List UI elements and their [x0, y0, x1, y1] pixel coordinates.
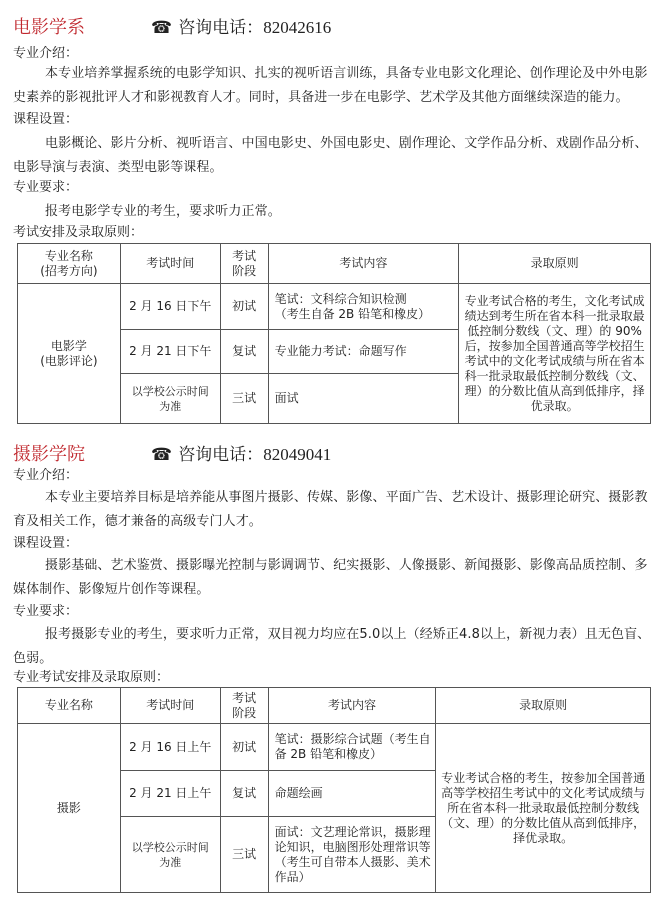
requirements-text: 报考摄影专业的考生，要求听力正常，双目视力均应在5.0以上（经矫正4.8以上，新视力表）且无色盲、色弱。 — [13, 627, 651, 666]
phone-line — [151, 440, 331, 465]
phone-number: 82042616 — [263, 18, 332, 37]
table-row — [18, 724, 651, 771]
exam-table-2 — [17, 687, 651, 893]
phone-label: 咨询电话： — [178, 445, 264, 465]
stage-cell: 初试 — [220, 724, 268, 771]
header-major: 专业名称 — [18, 688, 121, 724]
content-cell: 面试：文艺理论常识，摄影理论知识，电脑图形处理常识等（考生可自带本人摄影、美术作品） — [268, 817, 436, 893]
header-stage: 考试 阶段 — [220, 244, 268, 284]
content-cell: 命题绘画 — [268, 771, 436, 817]
exam-table-1 — [17, 243, 651, 424]
stage-cell: 复试 — [220, 771, 268, 817]
header-major: 专业名称 (招考方向) — [18, 244, 121, 284]
telephone-icon: ☎ — [151, 445, 173, 465]
content-cell: 面试 — [268, 374, 459, 424]
header-content: 考试内容 — [268, 688, 436, 724]
content-cell: 笔试：文科综合知识检测 （考生自备 2B 铅笔和橡皮） — [268, 284, 459, 330]
time-cell: 2 月 16 日上午 — [120, 724, 220, 771]
stage-cell: 复试 — [220, 330, 268, 374]
dept-title: 电影学系 — [13, 17, 85, 38]
time-cell: 以学校公示时间 为准 — [120, 374, 220, 424]
time-cell: 2 月 21 日上午 — [120, 771, 220, 817]
time-cell: 以学校公示时间 为准 — [120, 817, 220, 893]
telephone-icon: ☎ — [151, 18, 173, 38]
header-time: 考试时间 — [120, 244, 220, 284]
time-cell: 2 月 16 日下午 — [120, 284, 220, 330]
section-1-header — [0, 13, 670, 41]
requirements-heading: 专业要求： — [13, 604, 79, 619]
requirements-text: 报考电影学专业的考生，要求听力正常。 — [45, 204, 281, 219]
content-cell: 专业能力考试：命题写作 — [268, 330, 459, 374]
intro-text: 本专业培养掌握系统的电影学知识、扎实的视听语言训练，具备专业电影文化理论、创作理论及中外电影史素养的影视批评人才和影视教育人才。同时，具备进一步在电影学、艺术学及其他方面继续深造的能力。 — [13, 66, 648, 105]
stage-cell: 三试 — [220, 817, 268, 893]
time-cell: 2 月 21 日下午 — [120, 330, 220, 374]
courses-heading: 课程设置： — [13, 536, 79, 551]
table-row — [18, 284, 651, 330]
header-principle: 录取原则 — [436, 688, 651, 724]
intro-heading: 专业介绍： — [13, 468, 79, 483]
header-principle: 录取原则 — [459, 244, 651, 284]
content-cell: 笔试：摄影综合试题（考生自备 2B 铅笔和橡皮） — [268, 724, 436, 771]
stage-cell: 初试 — [220, 284, 268, 330]
phone-line — [151, 13, 331, 38]
principle-cell: 专业考试合格的考生，文化考试成绩达到考生所在省本科一批录取最低控制分数线（文、理）的 90%后，按参加全国普通高等学校招生考试中的文化考试成绩与所在省本科一批录取最低控制分数线（文、理）的分数比值从高到低排序，择优录取。 — [459, 284, 651, 424]
major-cell: 摄影 — [18, 724, 121, 893]
phone-number: 82049041 — [263, 445, 332, 464]
header-stage: 考试 阶段 — [220, 688, 268, 724]
phone-label: 咨询电话： — [178, 18, 264, 38]
table-header-row — [18, 244, 651, 284]
courses-heading: 课程设置： — [13, 112, 79, 127]
header-content: 考试内容 — [268, 244, 459, 284]
stage-cell: 三试 — [220, 374, 268, 424]
intro-heading: 专业介绍： — [13, 46, 79, 61]
major-cell: 电影学 (电影评论) — [18, 284, 121, 424]
dept-title: 摄影学院 — [13, 444, 85, 465]
courses-text: 电影概论、影片分析、视听语言、中国电影史、外国电影史、剧作理论、文学作品分析、戏剧作品分析、电影导演与表演、类型电影等课程。 — [13, 136, 648, 175]
table-heading: 专业考试安排及录取原则： — [13, 670, 170, 685]
intro-text: 本专业主要培养目标是培养能从事图片摄影、传媒、影像、平面广告、艺术设计、摄影理论研究、摄影教育及相关工作，德才兼备的高级专门人才。 — [13, 490, 648, 529]
principle-cell: 专业考试合格的考生，按参加全国普通高等学校招生考试中的文化考试成绩与所在省本科一批录取最低控制分数线（文、理）的分数比值从高到低排序，择优录取。 — [436, 724, 651, 893]
section-2-header — [0, 440, 670, 468]
table-header-row — [18, 688, 651, 724]
header-time: 考试时间 — [120, 688, 220, 724]
table-heading: 考试安排及录取原则： — [13, 225, 144, 240]
requirements-heading: 专业要求： — [13, 180, 79, 195]
courses-text: 摄影基础、艺术鉴赏、摄影曝光控制与影调调节、纪实摄影、人像摄影、新闻摄影、影像高品质控制、多媒体制作、影像短片创作等课程。 — [13, 558, 648, 597]
